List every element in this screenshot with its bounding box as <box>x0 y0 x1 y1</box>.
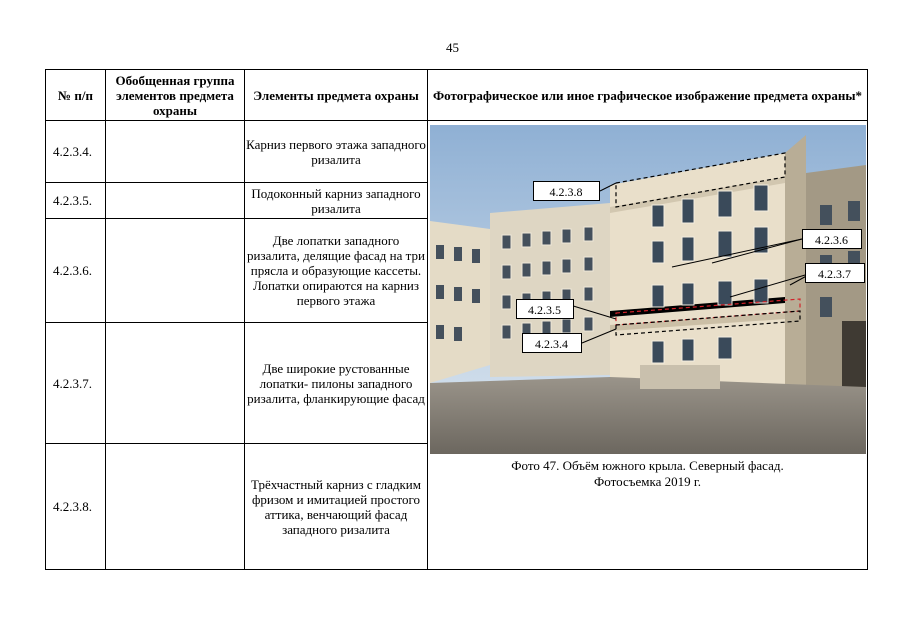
row-group <box>106 323 245 444</box>
row-group <box>106 183 245 219</box>
row-element: Подоконный карниз западного ризалита <box>245 183 428 219</box>
row-num: 4.2.3.5. <box>46 183 106 219</box>
row-group <box>106 219 245 323</box>
row-num: 4.2.3.8. <box>46 444 106 570</box>
header-elements: Элементы предмета охраны <box>245 70 428 121</box>
row-num: 4.2.3.7. <box>46 323 106 444</box>
row-group <box>106 121 245 183</box>
row-element: Карниз первого этажа западного ризалита <box>245 121 428 183</box>
facade-photo <box>430 125 866 454</box>
callout-4-2-3-6: 4.2.3.6 <box>802 229 862 249</box>
callout-4-2-3-8: 4.2.3.8 <box>533 181 600 201</box>
callout-4-2-3-4: 4.2.3.4 <box>522 333 582 353</box>
photo-caption-line2: Фотосъемка 2019 г. <box>594 474 701 489</box>
header-num: № п/п <box>46 70 106 121</box>
row-element: Две лопатки западного ризалита, делящие фасад на три прясла и образующие кассеты. Лопатки опираются на карниз первого этажа <box>245 219 428 323</box>
callout-4-2-3-7: 4.2.3.7 <box>805 263 865 283</box>
header-image: Фотографическое или иное графическое изображение предмета охраны* <box>428 70 868 121</box>
photo-caption <box>428 458 867 490</box>
table-row <box>46 121 868 183</box>
protection-table <box>45 69 868 570</box>
row-num: 4.2.3.6. <box>46 219 106 323</box>
row-num: 4.2.3.4. <box>46 121 106 183</box>
row-element: Две широкие рустованные лопатки- пилоны западного ризалита, фланкирующие фасад <box>245 323 428 444</box>
callout-4-2-3-5: 4.2.3.5 <box>516 299 574 319</box>
page-number: 45 <box>446 40 459 55</box>
header-group: Обобщенная группа элементов предмета охраны <box>106 70 245 121</box>
row-group <box>106 444 245 570</box>
photo-cell <box>428 121 868 570</box>
header-row <box>46 70 868 121</box>
row-element: Трёхчастный карниз с гладким фризом и имитацией простого аттика, венчающий фасад западного ризалита <box>245 444 428 570</box>
photo-caption-line1: Фото 47. Объём южного крыла. Северный фасад. <box>511 458 784 473</box>
facade-photo-image <box>430 125 866 454</box>
